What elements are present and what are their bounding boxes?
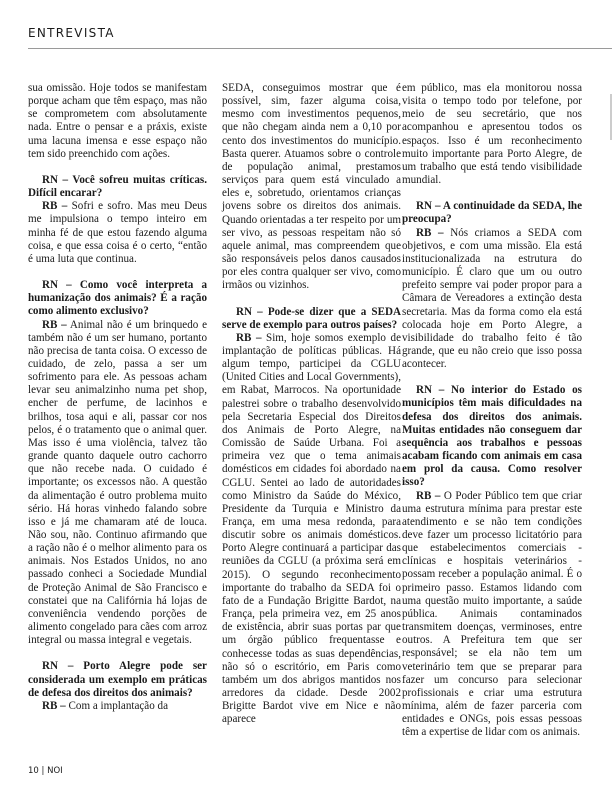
answer-lead: RB – — [42, 699, 66, 712]
paragraph: sua omissão. Hoje todos se manifestam porque acham que têm espaço, mas não se comprometem com absolutamente nada. Entre o pensar e a práxis, existe uma lacuna imensa e esse espaço não tem sido preenchido com ações. — [28, 82, 207, 160]
header-rule — [28, 48, 612, 49]
answer — [28, 700, 207, 713]
answer-lead: RB – — [416, 489, 441, 502]
question: RN – Você sofreu muitas críticas. Difícil encarar? — [28, 173, 207, 200]
section-header: ENTREVISTA — [28, 26, 115, 40]
text-column-2 — [222, 82, 401, 727]
answer-text: Animal não é um brinquedo e também não é um ser humano, portanto não precisa de tanta coisa. O excesso de cuidado, de zelo, passa a ser um sofrimento para ele. As pessoas acham levar seu animalzinho numa pet shop, encher de perfume, de lacinhos e brilhos, tosa aqui e ali, passar cor nos pelos, é o tratamento que o animal quer. Mas isso é uma violência, talvez tão grande quanto daquele outro cachorro que não recebe nada. O cuidado é importante; os excessos não. A questão da alimentação é outro problema muito sério. Há horas vinhedo falando sobre isso e já me chamaram até de louca. Não sou, não. Continuo afirmando que a ração não é o melhor alimento para os animais. Nos Estados Unidos, no ano passado conheci a Sociedade Mundial de Proteção Animal de São Francisco e constatei que na Califórnia há lojas de conveniência vendendo porções de alimento congelado para cães com arroz integral ou massa integral e vegetais. — [28, 318, 208, 647]
answer-lead: RB – — [42, 318, 67, 331]
magazine-name: NOI — [47, 766, 63, 776]
question: RN – Pode-se dizer que a SEDA serve de exemplo para outros países? — [222, 305, 401, 331]
page-footer — [28, 766, 63, 776]
text-column-3 — [402, 82, 582, 740]
footer-separator: | — [41, 766, 45, 776]
question: RN – Porto Alegre pode ser considerada um exemplo em práticas de defesa dos direitos dos animais? — [28, 660, 207, 699]
answer-text: Com a implantação da — [65, 699, 169, 712]
answer-text: Sofri e sofro. Mas meu Deus me impulsiona o tempo inteiro em minha fé de que estou fazendo alguma coisa, e que essa coisa é o certo, “então é uma luta que continua. — [28, 200, 207, 265]
answer — [222, 332, 401, 727]
answer — [28, 319, 207, 648]
question: RN – Como você interpreta a humanização dos animais? É a ração como alimento exclusivo? — [28, 279, 207, 318]
paragraph: em público, mas ela monitorou nossa visita o tempo todo por telefone, por meio de seu secretário, que nos acompanhou e apresentou todos os espaços. Isso é um reconhecimento muito importante para Porto Alegre, de um trabalho que está tendo visibilidade mundial. — [402, 82, 582, 187]
answer-text: O Poder Público tem que criar uma estrutura mínima para prestar este atendimento e se não tem condições deve fazer um processo licitatório para que estabelecimentos comerciais - clínicas e hospitais veterinários - possam receber a população animal. É o primeiro passo. Estamos lidando com uma questão muito importante, a saúde pública. Animais contaminados transmitem doenças, verminoses, entre outros. A Prefeitura tem que ser responsável; se ela não tem um veterinário tem que se preparar para fazer um concurso para selecionar profissionais e criar uma estrutura mínima, além de fazer parceria com entidades e ONGs, pois essas pessoas têm a expertise de lidar com os animais. — [402, 489, 583, 739]
answer — [402, 227, 582, 372]
text-column-1 — [28, 82, 207, 713]
page-number: 10 — [28, 766, 39, 776]
answer — [28, 200, 207, 266]
answer-text: Nós criamos a SEDA com objetivos, e com uma missão. Ela está institucionalizada na estrutura do município. É claro que um ou outro prefeito sempre vai poder propor para a Câmara de Vereadores a extinção desta secretaria. Mas da forma como ela está colocada hoje em Porto Alegre, a visibilidade do trabalho feito é tão grande, que eu não creio que isso possa acontecer. — [402, 226, 582, 371]
answer — [402, 490, 582, 740]
answer-text: Sim, hoje somos exemplo de implantação de políticas públicas. Há algum tempo, participei da CGLU (United Cities and Local Governments), em Rabat, Marrocos. Na oportunidade palestrei sobre o trabalho desenvolvido pela Secretaria Especial dos Direitos dos Animais de Porto Alegre, na Comissão de Saúde Urbana. Foi a primeira vez que o tema animais domésticos em cidades foi abordado na CGLU. Sentei ao lado de autoridades como Ministro da Saúde do México, Presidente da Turquia e Ministro da França, em uma mesa redonda, para discutir sobre os animais domésticos. Porto Alegre continuará a participar das reuniões da CGLU (a próxima será em 2015). O segundo reconhecimento importante do trabalho da SEDA foi o fato de a Fundação Brigitte Bardot, na França, pela primeira vez, em 25 anos de existência, abrir suas portas par que um órgão público frequentasse e conhecesse todas as suas dependências, não só o escritório, em Paris como também um dos abrigos mantidos nos arredores da cidade. Desde 2002 Brigitte Bardot vive em Nice e não aparece — [222, 331, 401, 726]
question: RN – A continuidade da SEDA, lhe preocupa? — [402, 200, 582, 226]
answer-lead: RB – — [42, 200, 68, 213]
paragraph: SEDA, conseguimos mostrar que é possível, sim, fazer alguma coisa, mesmo com investimentos pequenos, que não chegam ainda nem a 0,10 por cento dos investimentos do município. Basta querer. Atuamos sobre o controle de população animal, prestamos serviços para quem está vinculado a eles e, sobretudo, orientamos crianças jovens sobre os direitos dos animais. Quando orientadas a ter respeito por um ser vivo, as pessoas respeitam não só aquele animal, mas compreendem que são responsáveis pelos danos causados por eles contra qualquer ser vivo, como irmãos ou vizinhos. — [222, 82, 401, 292]
question: RN – No interior do Estado os municípios têm mais dificuldades na defesa dos direitos dos animais. Muitas entidades não conseguem dar sequência aos trabalhos e pessoas acabam ficando com animais em casa em prol da causa. Como resolver isso? — [402, 384, 582, 489]
answer-lead: RB – — [416, 226, 444, 239]
answer-lead: RB – — [236, 331, 262, 344]
